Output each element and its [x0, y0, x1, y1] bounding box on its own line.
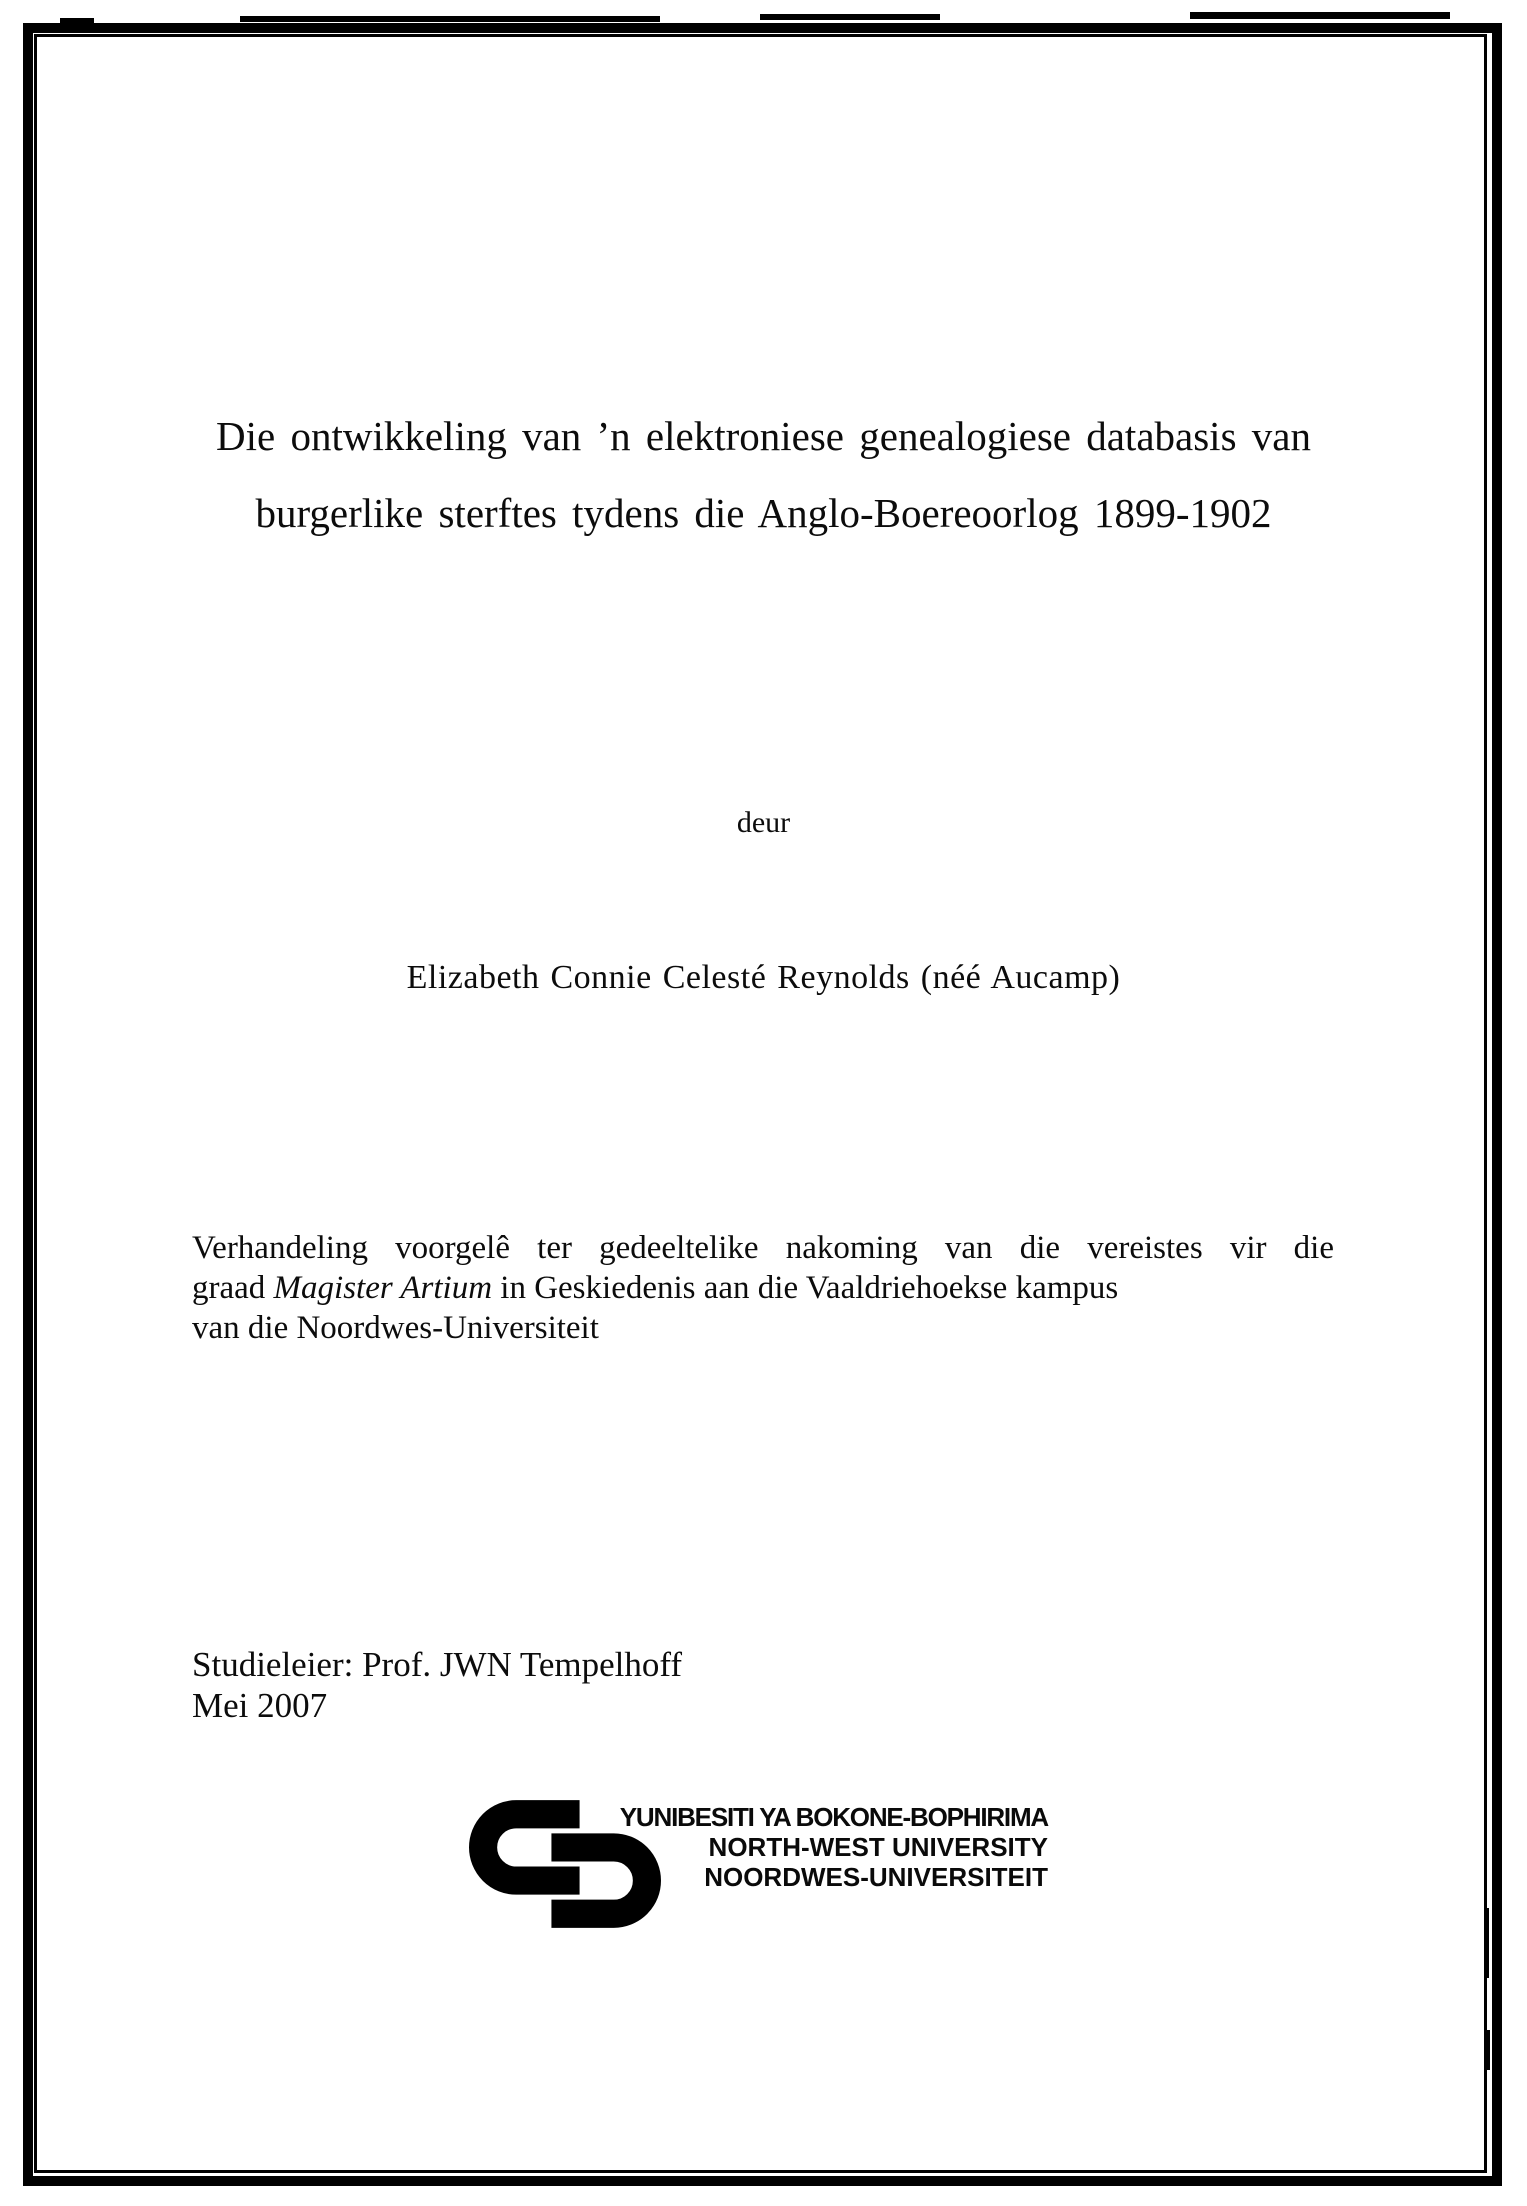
thesis-title: [0, 398, 1527, 552]
degree-statement-line2-post: in Geskiedenis aan die Vaaldriehoekse kampus: [492, 1270, 1119, 1306]
degree-statement-line2-pre: graad: [192, 1270, 274, 1306]
scan-artifact: [240, 16, 660, 22]
logo-text-english: NORTH-WEST UNIVERSITY: [708, 1832, 1048, 1862]
degree-statement-line3: van die Noordwes-Universiteit: [192, 1310, 599, 1346]
thesis-title-line2: burgerlike sterftes tydens die Anglo-Boereoorlog 1899-1902: [255, 490, 1272, 536]
supervisor-line: Studieleier: Prof. JWN Tempelhoff: [192, 1645, 683, 1684]
degree-statement: [192, 1228, 1334, 1348]
thesis-title-line1: Die ontwikkeling van ’n elektroniese genealogiese databasis van: [216, 413, 1311, 459]
logo-text-setswana: YUNIBESITI YA BOKONE-BOPHIRIMA: [619, 1802, 1048, 1832]
scan-artifact: [1190, 12, 1450, 19]
date-line: Mei 2007: [192, 1686, 328, 1725]
scan-artifact: [760, 14, 940, 20]
logo-text-afrikaans: NOORDWES-UNIVERSITEIT: [704, 1862, 1048, 1892]
supervisor-block: [192, 1644, 682, 1726]
author-name: Elizabeth Connie Celesté Reynolds (néé Aucamp): [406, 959, 1121, 996]
degree-statement-line1: Verhandeling voorgelê ter gedeeltelike nakoming van die vereistes vir die: [192, 1230, 1334, 1266]
degree-title-italic: Magister Artium: [273, 1270, 493, 1306]
nwu-logo-text: [606, 1802, 1048, 1892]
degree-statement-line2: [192, 1268, 1334, 1308]
byline-deur: deur: [736, 806, 791, 839]
